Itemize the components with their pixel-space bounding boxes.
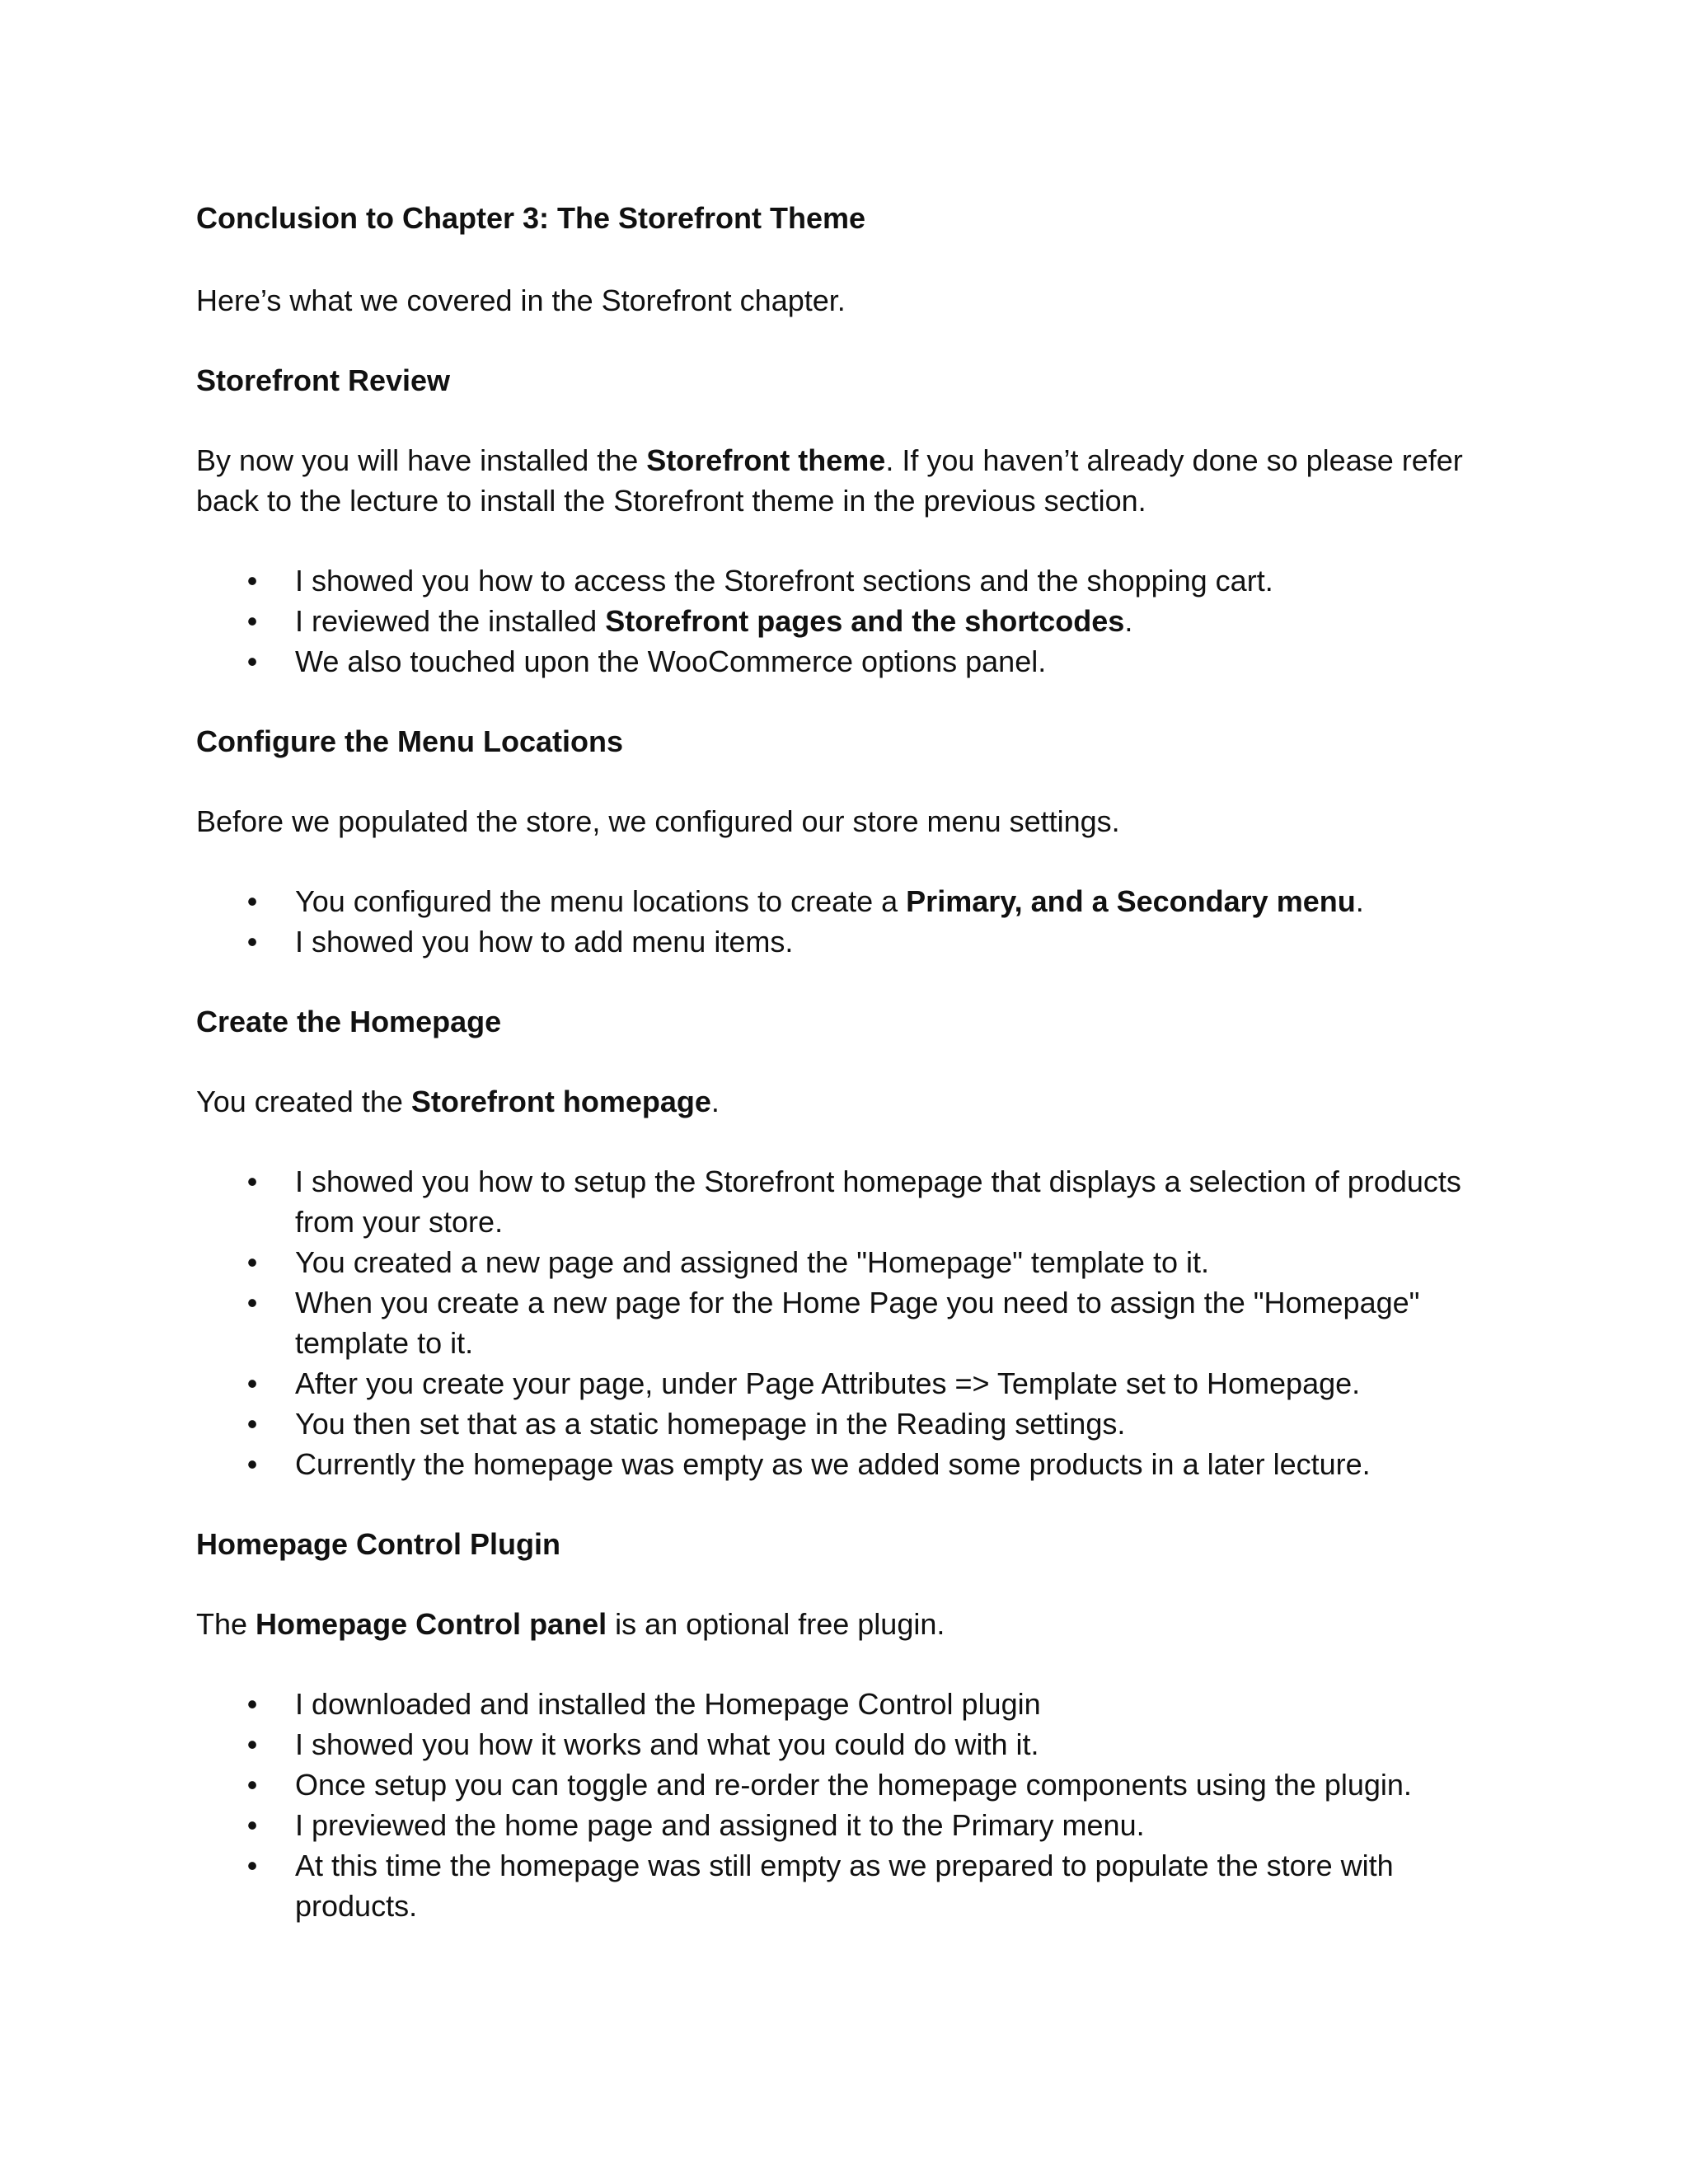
section-heading-storefront-review: Storefront Review xyxy=(196,363,451,397)
list-item: • I downloaded and installed the Homepage Control plugin xyxy=(196,1684,1465,1724)
list-item: • I reviewed the installed Storefront pages and the shortcodes. xyxy=(196,601,1465,641)
bullet-icon: • xyxy=(246,1245,258,1279)
list-item: • Currently the homepage was empty as we added some products in a later lecture. xyxy=(196,1444,1465,1484)
bullet-icon: • xyxy=(246,884,258,918)
bullet-icon: • xyxy=(246,1808,258,1842)
list-item: • After you create your page, under Page Attributes => Template set to Homepage. xyxy=(196,1363,1465,1404)
list-item: • When you create a new page for the Home Page you need to assign the "Homepage" template to it. xyxy=(196,1282,1465,1363)
bullet-icon: • xyxy=(246,644,258,678)
intro-paragraph: Here’s what we covered in the Storefront chapter. xyxy=(196,284,846,317)
bullet-icon: • xyxy=(246,925,258,958)
list-item: • You then set that as a static homepage in the Reading settings. xyxy=(196,1404,1465,1444)
create-homepage-list xyxy=(196,1161,1465,1484)
bullet-icon: • xyxy=(246,1366,258,1400)
bullet-icon: • xyxy=(246,1849,258,1882)
bullet-icon: • xyxy=(246,1165,258,1198)
bullet-icon: • xyxy=(246,1286,258,1319)
bold-text: Storefront theme xyxy=(646,443,886,477)
list-item: • I showed you how to setup the Storefront homepage that displays a selection of products from your store. xyxy=(196,1161,1465,1242)
bold-text: Storefront homepage xyxy=(410,1085,711,1118)
bullet-icon: • xyxy=(246,1447,258,1481)
bold-text: Homepage Control panel xyxy=(256,1607,607,1641)
storefront-review-list xyxy=(196,560,1465,682)
list-item: • I showed you how it works and what you could do with it. xyxy=(196,1724,1465,1765)
list-item: • I showed you how to add menu items. xyxy=(196,921,1465,962)
list-item: • Once setup you can toggle and re-order the homepage components using the plugin. xyxy=(196,1765,1465,1805)
list-item: • At this time the homepage was still empty as we prepared to populate the store with products. xyxy=(196,1845,1465,1926)
bullet-icon: • xyxy=(246,564,258,598)
bullet-icon: • xyxy=(246,604,258,638)
menu-locations-list xyxy=(196,881,1465,962)
list-item: • I showed you how to access the Storefront sections and the shopping cart. xyxy=(196,560,1465,601)
homepage-control-paragraph: The Homepage Control panel is an optional free plugin. xyxy=(196,1607,945,1641)
document-page xyxy=(196,198,1465,1966)
bullet-icon: • xyxy=(246,1727,258,1761)
page-title: Conclusion to Chapter 3: The Storefront Theme xyxy=(196,201,866,235)
create-homepage-paragraph: You created the Storefront homepage. xyxy=(196,1085,720,1118)
menu-locations-paragraph: Before we populated the store, we configured our store menu settings. xyxy=(196,804,1120,838)
section-heading-homepage-control: Homepage Control Plugin xyxy=(196,1527,561,1561)
list-item: • We also touched upon the WooCommerce options panel. xyxy=(196,641,1465,682)
storefront-review-paragraph: By now you will have installed the Storefront theme. If you haven’t already done so please refer back to the lecture to install the Storefront theme in the previous section. xyxy=(196,443,1463,518)
section-heading-menu-locations: Configure the Menu Locations xyxy=(196,724,623,758)
list-item: • I previewed the home page and assigned it to the Primary menu. xyxy=(196,1805,1465,1845)
homepage-control-list xyxy=(196,1684,1465,1926)
bullet-icon: • xyxy=(246,1687,258,1721)
list-item: • You configured the menu locations to create a Primary, and a Secondary menu. xyxy=(196,881,1465,921)
list-item: • You created a new page and assigned the "Homepage" template to it. xyxy=(196,1242,1465,1282)
bold-text: Primary, and a Secondary menu xyxy=(906,884,1356,918)
bullet-icon: • xyxy=(246,1407,258,1441)
bullet-icon: • xyxy=(246,1768,258,1802)
section-heading-create-homepage: Create the Homepage xyxy=(196,1005,502,1038)
bold-text: Storefront pages and the shortcodes xyxy=(605,604,1125,638)
